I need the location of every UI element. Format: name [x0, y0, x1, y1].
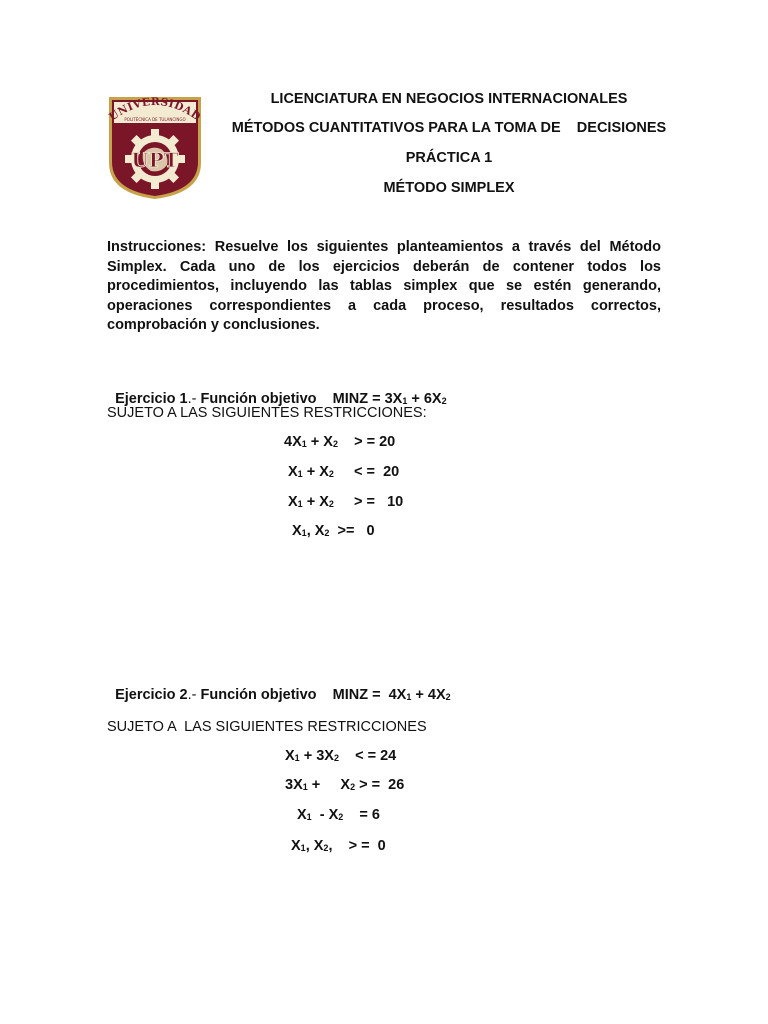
c3-sub1: 1 — [297, 499, 303, 509]
e2c1-sub2: 2 — [333, 753, 339, 763]
e2c4-sub2: 2 — [323, 843, 329, 853]
e2c3-part-c: = 6 — [343, 807, 380, 823]
exercise2-sep: .- — [187, 687, 201, 703]
e2c4-part-b: , X — [305, 838, 324, 854]
university-logo — [105, 93, 205, 201]
e2c1-part-a: X — [285, 748, 295, 764]
exercise2-obj-part-b: + 4X — [411, 687, 446, 703]
exercise2-constraint-2 — [285, 777, 404, 793]
exercise1-constraint-3 — [288, 494, 403, 510]
c4-sub1: 1 — [301, 528, 307, 538]
e2c4-sub1: 1 — [300, 843, 306, 853]
exercise1-sep: .- — [187, 391, 201, 407]
c1-sub2: 2 — [332, 439, 338, 449]
c3-part-a: X — [288, 494, 298, 510]
c1-sub1: 1 — [301, 439, 307, 449]
exercise2-constraint-4 — [291, 838, 386, 854]
exercise1-obj-part-b: + 6X — [407, 391, 442, 407]
exercise2-subject-heading: SUJETO A LAS SIGUIENTES RESTRICCIONES — [107, 719, 427, 735]
logo-arc-text: UNIVERSIDAD — [107, 95, 203, 124]
c3-sub2: 2 — [328, 499, 334, 509]
exercise2-constraint-3 — [297, 807, 380, 823]
exercise1-constraint-4 — [292, 523, 375, 539]
exercise1-obj-sub2: 2 — [441, 396, 447, 406]
c4-part-a: X — [292, 523, 302, 539]
e2c2-sub2: 2 — [350, 782, 356, 792]
e2c1-part-c: < = 24 — [338, 748, 397, 764]
header-subject: MÉTODOS CUANTITATIVOS PARA LA TOMA DE DECISIONES — [231, 120, 667, 136]
header-method: MÉTODO SIMPLEX — [383, 180, 515, 196]
logo-monogram: UPT — [131, 148, 179, 172]
e2c1-part-b: + 3X — [299, 748, 334, 764]
exercise1-label: Ejercicio 1 — [115, 391, 188, 407]
c3-part-c: > = 10 — [333, 494, 404, 510]
exercise1-subject-heading: SUJETO A LAS SIGUIENTES RESTRICCIONES: — [107, 405, 427, 421]
c4-part-c: >= 0 — [329, 523, 375, 539]
e2c2-part-a: 3X — [285, 777, 303, 793]
e2c3-part-a: X — [297, 807, 307, 823]
instructions-paragraph: Instrucciones: Resuelve los siguientes planteamientos a través del Método Simplex. Cada uno de los ejercicios deberán de contener todos los procedimientos, incluyendo las tablas simplex que se estén generando, operaciones correspondientes a cada proceso, resultados correctos, comprobación y conclusiones. — [107, 239, 661, 333]
exercise2-obj-sub1: 1 — [406, 692, 412, 702]
e2c3-part-b: - X — [311, 807, 339, 823]
e2c2-part-c: > = 26 — [355, 777, 405, 793]
exercise2-fo-label: Función objetivo — [200, 687, 317, 703]
c4-sub2: 2 — [324, 528, 330, 538]
header-career: LICENCIATURA EN NEGOCIOS INTERNACIONALES — [270, 91, 628, 107]
exercise2-constraint-1 — [285, 748, 396, 764]
e2c4-part-c: , > = 0 — [328, 838, 386, 854]
c3-part-b: + X — [302, 494, 329, 510]
c2-part-c: < = 20 — [333, 464, 400, 480]
e2c3-sub2: 2 — [338, 812, 344, 822]
exercise2-label: Ejercicio 2 — [115, 687, 188, 703]
c2-sub2: 2 — [328, 469, 334, 479]
c1-part-c: > = 20 — [337, 434, 396, 450]
exercise1-obj-sub1: 1 — [402, 396, 408, 406]
c4-part-b: , X — [306, 523, 325, 539]
e2c4-part-a: X — [291, 838, 301, 854]
e2c3-sub1: 1 — [306, 812, 312, 822]
exercise2-obj-sub2: 2 — [445, 692, 451, 702]
c2-part-a: X — [288, 464, 298, 480]
exercise2-obj-part-a: MINZ = 4X — [332, 687, 407, 703]
c1-part-a: 4X — [284, 434, 302, 450]
c2-part-b: + X — [302, 464, 329, 480]
e2c1-sub1: 1 — [294, 753, 300, 763]
e2c2-sub1: 1 — [302, 782, 308, 792]
university-seal-icon — [105, 93, 205, 201]
e2c2-part-b: + X — [307, 777, 351, 793]
exercise1-obj-part-a: MINZ = 3X — [332, 391, 403, 407]
exercise1-constraint-1 — [284, 434, 395, 450]
exercise1-objective — [107, 375, 447, 407]
exercise1-fo-label: Función objetivo — [200, 391, 317, 407]
header-practice: PRÁCTICA 1 — [405, 150, 493, 166]
logo-sub-text: POLITÉCNICA DE TULANCINGO — [124, 117, 186, 122]
c2-sub1: 1 — [297, 469, 303, 479]
exercise2-objective — [107, 671, 451, 703]
exercise1-constraint-2 — [288, 464, 399, 480]
c1-part-b: + X — [306, 434, 333, 450]
